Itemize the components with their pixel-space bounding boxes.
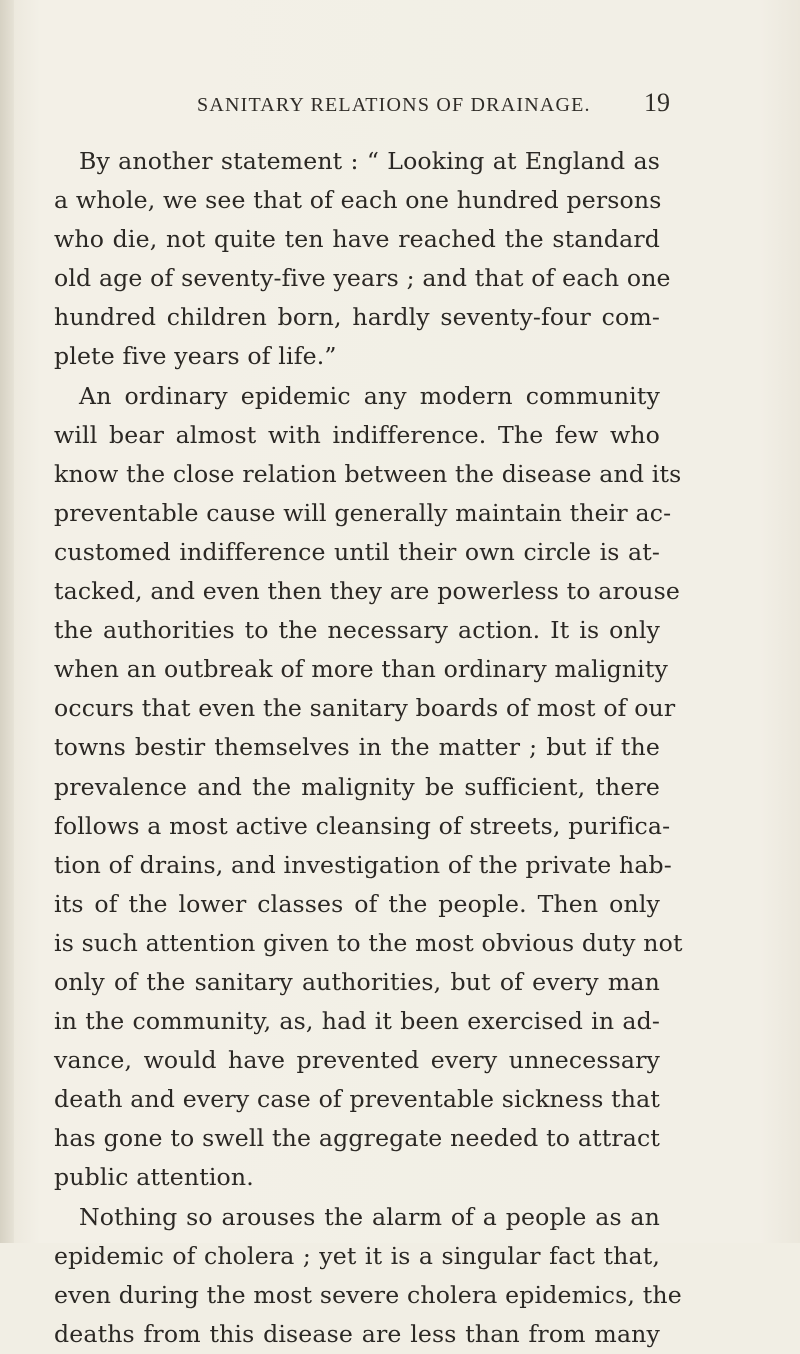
text-line: An ordinary epidemic any modern community [79,381,660,410]
text-line: tacked, and even then they are powerless to arouse [54,577,681,606]
text-line: deaths from this disease are less than from many [54,1319,660,1348]
text-line: occurs that even the sanitary boards of most of our [54,694,676,723]
text-line: By another statement : “ Looking at England as [79,147,660,175]
text-line: customed indifference until their own circle is at- [54,537,660,566]
text-line: only of the sanitary authorities, but of every man [54,967,660,996]
text-line: Nothing so arouses the alarm of a people as an [79,1202,660,1231]
page-number: 19 [644,88,670,117]
text-line: prevalence and the malignity be sufficient, there [54,772,660,801]
text-line: hundred children born, hardly seventy-four com- [54,303,660,332]
text-line: has gone to swell the aggregate needed to attract [54,1124,660,1153]
text-line: old age of seventy-five years ; and that of each one [54,264,671,293]
text-line: plete five years of life.” [54,342,337,371]
text-line: tion of drains, and investigation of the private hab- [54,850,672,879]
text-line: who die, not quite ten have reached the standard [54,225,660,254]
text-line: follows a most active cleansing of streets, purifica- [54,811,671,840]
text-line: epidemic of cholera ; yet it is a singular fact that, [54,1241,660,1270]
text-line: the authorities to the necessary action. It is only [54,616,660,645]
text-line: towns bestir themselves in the matter ; but if the [54,733,660,762]
text-line: its of the lower classes of the people. Then only [54,889,660,918]
text-line: public attention. [54,1163,254,1192]
text-line: know the close relation between the disease and its [54,459,682,488]
text-line: death and every case of preventable sickness that [54,1085,660,1114]
text-line: is such attention given to the most obvious duty not [54,928,683,957]
text-line: a whole, we see that of each one hundred persons [54,186,662,215]
text-line: preventable cause will generally maintain their ac- [54,498,672,527]
text-line: vance, would have prevented every unnecessary [54,1046,660,1075]
running-head: SANITARY RELATIONS OF DRAINAGE. [197,94,591,116]
text-line: will bear almost with indifference. The few who [54,420,660,449]
page-header [140,86,670,126]
text-line: when an outbreak of more than ordinary malignity [54,655,668,684]
text-line: in the community, as, had it been exercised in ad- [54,1007,660,1036]
page-gutter [0,0,14,1243]
text-line: even during the most severe cholera epidemics, the [54,1280,682,1309]
body-text [54,142,683,1354]
